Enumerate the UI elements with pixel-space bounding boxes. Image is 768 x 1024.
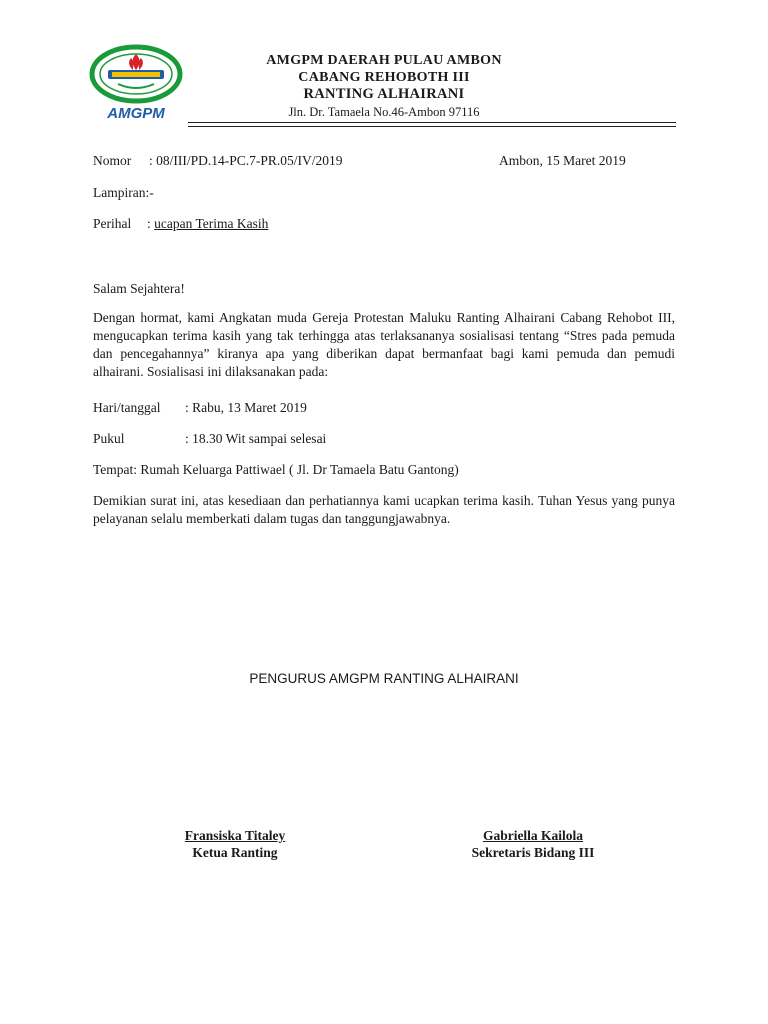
pukul-value: : 18.30 Wit sampai selesai [185,431,327,446]
lampiran: Lampiran:- [93,185,154,200]
right-signer-title: Sekretaris Bidang III [471,845,595,860]
org-name-line1: AMGPM DAERAH PULAU AMBON [266,53,502,68]
left-signature [140,827,330,861]
left-signer-title: Ketua Ranting [192,845,278,860]
signature-org: PENGURUS AMGPM RANTING ALHAIRANI [249,671,519,686]
svg-text:AMGPM: AMGPM [107,105,165,122]
nomor-value: : 08/III/PD.14-PC.7-PR.05/IV/2019 [149,153,343,168]
perihal-value: ucapan Terima Kasih [154,216,269,231]
hari-value: : Rabu, 13 Maret 2019 [185,400,307,415]
nomor-row [93,152,343,170]
org-name-line2: CABANG REHOBOTH III [298,70,470,85]
tempat-line: Tempat: Rumah Keluarga Pattiwael ( Jl. Dr Tamaela Batu Gantong) [93,462,459,477]
perihal-separator: : [147,216,155,231]
closing-paragraph: Demikian surat ini, atas kesediaan dan perhatiannya kami ucapkan terima kasih. Tuhan Yesus yang punya pelayanan selalu memberkati dalam tugas dan tanggungjawabnya. [93,493,675,526]
letterhead-rule-thick [188,122,676,123]
pukul-row [93,430,326,448]
hari-label: Hari/tanggal [93,400,161,415]
right-signature [428,827,638,861]
hari-row [93,399,307,417]
perihal-row [93,215,268,233]
place-date: Ambon, 15 Maret 2019 [499,153,626,168]
letterhead [200,52,568,120]
org-address: Jln. Dr. Tamaela No.46-Ambon 97116 [288,105,480,119]
nomor-label: Nomor [93,153,132,168]
amgpm-logo [88,44,184,124]
right-signer-name: Gabriella Kailola [482,828,584,843]
pukul-label: Pukul [93,431,125,446]
letterhead-rule-thin [188,126,676,127]
org-name-line3: RANTING ALHAIRANI [303,86,465,102]
greeting: Salam Sejahtera! [93,281,185,296]
left-signer-name: Fransiska Titaley [184,828,286,843]
perihal-label: Perihal [93,216,132,231]
opening-paragraph: Dengan hormat, kami Angkatan muda Gereja Protestan Maluku Ranting Alhairani Cabang Rehobot III, mengucapkan terima kasih yang tak terhingga atas terlaksananya sosialisasi tentang “Stres pada pemuda dan pencegahannya” kiranya apa yang diberikan dapat bermanfaat bagi kami pemuda dan pemudi alhairani. Sosialisasi ini dilaksanakan pada: [93,310,675,379]
